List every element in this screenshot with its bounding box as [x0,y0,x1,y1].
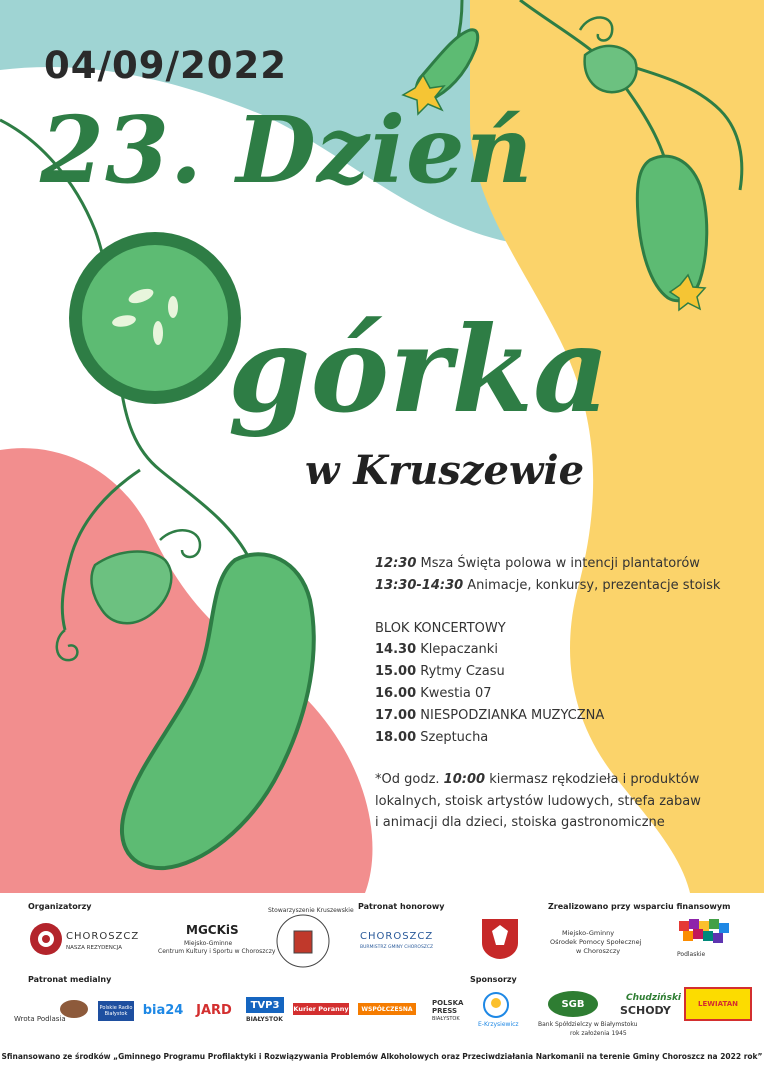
logo-bia24: bia24 [142,1002,184,1018]
logo-ops-1: Miejsko-Gminny [562,929,615,937]
logo-kurier: Kurier Poranny [293,1005,349,1013]
logo-sgb: SGB [548,991,598,1017]
program [375,553,720,834]
title-line-1: 23. Dzień [40,96,534,204]
concert-item: 16.00 Kwestia 07 [375,685,492,701]
logo-polska-press-3: BIAŁYSTOK [432,1016,460,1022]
stowarzyszenie-seal-icon [272,913,334,969]
sponsors-label: Sponsorzy [470,975,517,984]
logo-polskie-radio: Polskie Radio Białystok [98,1001,134,1021]
logo-wrota: Wrota Podlasia [14,1015,66,1023]
logo-mgckis: MGCKiS [186,923,239,937]
podlaskie-bison-icon [677,917,733,951]
seed [153,321,163,345]
logo-choroszcz-burmistrz-sub: BURMISTRZ GMINY CHOROSZCZ [360,945,434,950]
event-date: 04/09/2022 [44,44,287,87]
leaf-top-right [585,46,637,92]
funding-label: Zrealizowano przy wsparciu finansowym [548,902,731,911]
logo-polska-press-1: POLSKA [432,999,464,1007]
media-label: Patronat medialny [28,975,112,984]
logo-sgb-sub2: rok założenia 1945 [570,1030,627,1037]
logo-jard: JARD [196,1002,232,1018]
concert-item: 17.00 NIESPODZIANKA MUZYCZNA [375,707,605,723]
logo-tvp3-sub: BIAŁYSTOK [246,1016,283,1023]
program-item: 13:30-14:30 Animacje, konkursy, prezentacje stoisk [375,577,721,593]
title-line-2: górka [228,300,610,439]
logo-choroszcz-sub: NASZA REZYDENCJA [66,945,123,951]
logo-choroszcz-burmistrz: CHOROSZCZ [360,931,434,942]
concert-item: 14.30 Klepaczanki [375,642,498,658]
logo-tvp3: TVP3 [246,997,284,1013]
logo-ops-3: w Choroszczy [576,947,621,955]
logo-chudzinski: Chudziński [626,993,682,1003]
logo-wspolczesna: WSPÓŁCZESNA [358,1003,416,1015]
logo-mgckis-sub1: Miejsko-Gminne [184,940,233,947]
coat-of-arms-icon [28,921,64,957]
concert-heading: BLOK KONCERTOWY [375,620,506,636]
logo-mgckis-sub2: Centrum Kultury i Sportu w Choroszczy [158,948,276,955]
organizers-label: Organizatorzy [28,902,92,911]
seed [168,296,178,318]
program-item: 12:30 Msza Święta polowa w intencji plantatorów [375,556,700,571]
title-line-3: w Kruszewie [305,447,585,494]
logo-e-krzysiewicz: E-Krzysiewicz [478,1021,519,1028]
logo-choroszcz: CHOROSZCZ [66,931,140,942]
podlaskie-crest-icon [480,917,520,961]
concert-item: 15.00 Rytmy Czasu [375,664,505,680]
lightbulb-icon [482,991,510,1019]
logo-stowarzyszenie: Stowarzyszenie Kruszewskie [268,907,354,914]
funding-note: Sfinansowano ze środków „Gminnego Programu Profilaktyki i Rozwiązywania Problemów Alkoholowych oraz Przeciwdziałania Narkomanii na terenie Gminy Choroszcz na 2022 rok” [1,1052,763,1061]
logo-polska-press-2: PRESS [432,1007,458,1015]
logo-sgb-sub1: Bank Spółdzielczy w Białymstoku [538,1021,638,1028]
logo-ops-2: Ośrodek Pomocy Społecznej [550,938,642,946]
note: *Od godz. 10:00 kiermasz rękodzieła i produktów lokalnych, stoisk artystów ludowych, strefa zabaw i animacji dla dzieci, stoiska gastronomiczne [375,772,701,831]
cucumber-slice-inner [82,245,228,391]
logo-schody: SCHODY [620,1004,671,1017]
concert-item: 18.00 Szeptucha [375,729,489,745]
honorary-label: Patronat honorowy [358,902,445,911]
vine-tendril-2 [160,530,200,557]
logo-lewiatan: LEWIATAN [684,987,752,1021]
logo-podlaskie: Podlaskie [677,951,706,958]
